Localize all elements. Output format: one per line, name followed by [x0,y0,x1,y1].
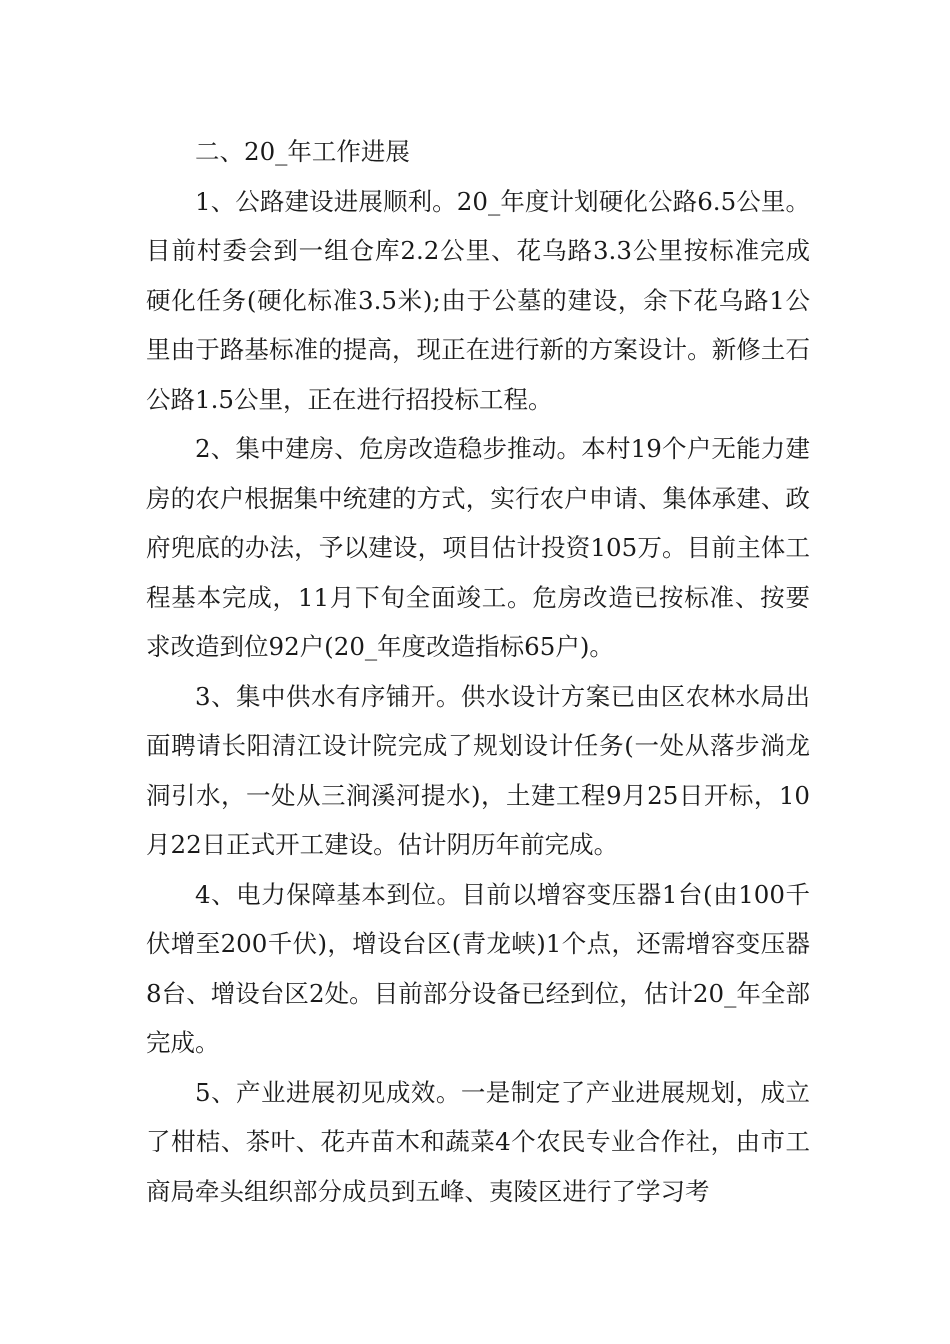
paragraph-industry: 5、产业进展初见成效。一是制定了产业进展规划，成立了柑桔、茶叶、花卉苗木和蔬菜4个农民专业合作社，由市工商局牵头组织部分成员到五峰、夷陵区进行了学习考 [146,1077,810,1206]
document-body [146,127,810,1216]
paragraph-housing: 2、集中建房、危房改造稳步推动。本村19个户无能力建房的农户根据集中统建的方式，实行农户申请、集体承建、政府兜底的办法，予以建设，项目估计投资105万。目前主体工程基本完成，11月下旬全面竣工。危房改造已按标准、按要求改造到位92户(20_年度改造指标65户)。 [146,434,810,661]
paragraph-water: 3、集中供水有序铺开。供水设计方案已由区农林水局出面聘请长阳清江设计院完成了规划设计任务(一处从落步淌龙洞引水，一处从三涧溪河提水)，土建工程9月25日开标，10月22日正式开工建设。估计阴历年前完成。 [146,681,810,859]
paragraph-road: 1、公路建设进展顺利。20_年度计划硬化公路6.5公里。目前村委会到一组仓库2.2公里、花乌路3.3公里按标准完成硬化任务(硬化标准3.5米);由于公墓的建设，余下花乌路1公里由于路基标准的提高，现正在进行新的方案设计。新修土石公路1.5公里，正在进行招投标工程。 [146,186,810,414]
paragraph-power: 4、电力保障基本到位。目前以增容变压器1台(由100千伏增至200千伏)，增设台区(青龙峡)1个点，还需增容变压器8台、增设台区2处。目前部分设备已经到位，估计20_年全部完成。 [146,879,810,1057]
section-heading: 二、20_年工作进展 [195,137,410,166]
